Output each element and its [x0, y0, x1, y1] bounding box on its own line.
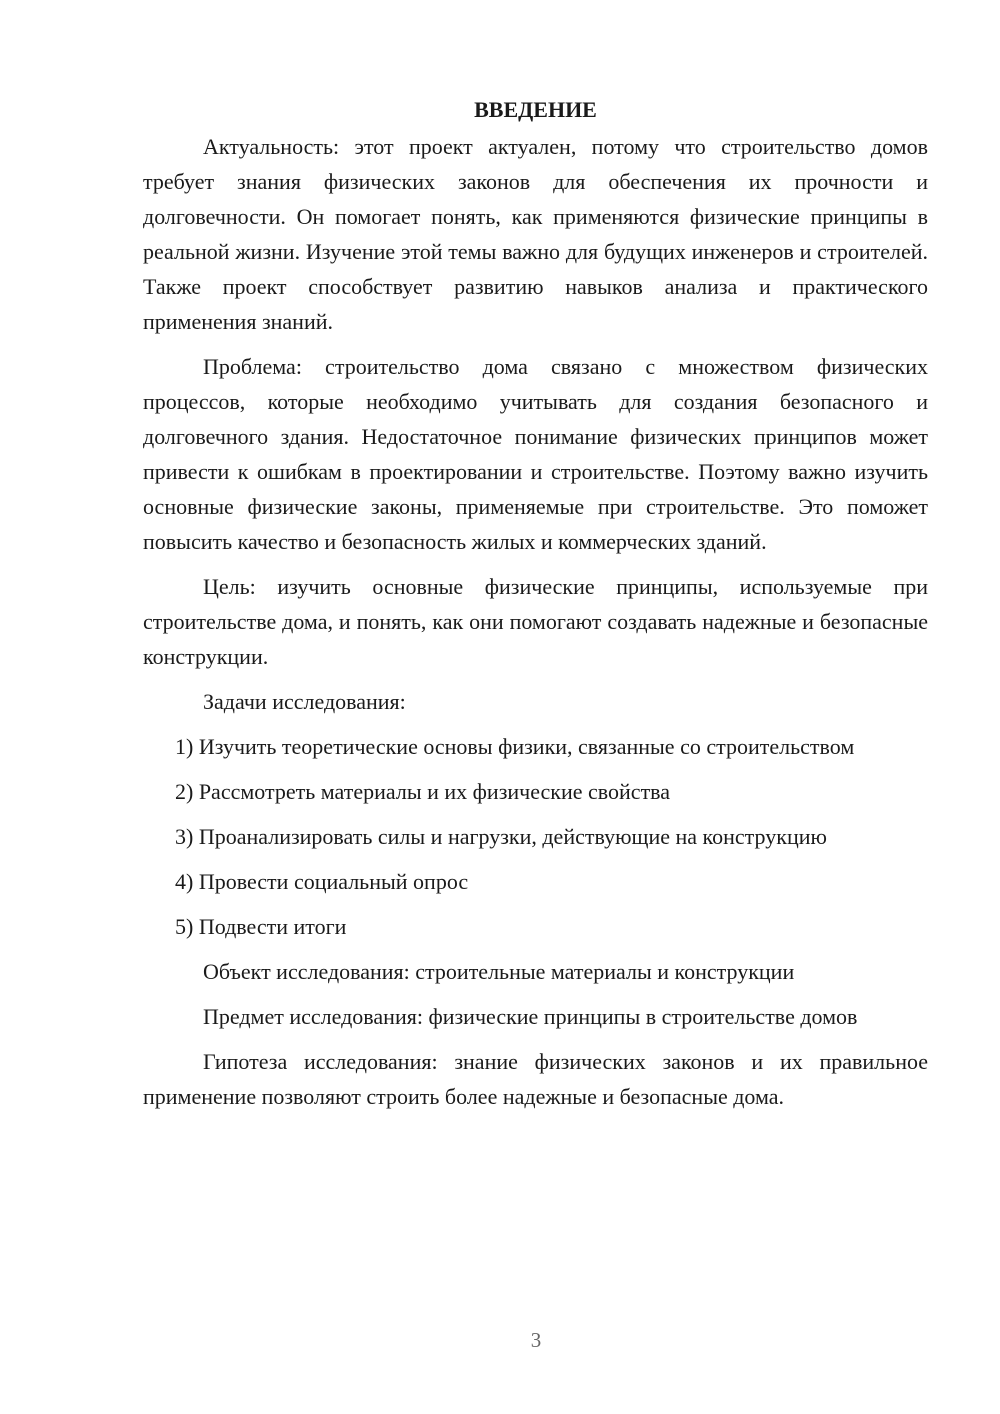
problem-paragraph: Проблема: строительство дома связано с множеством физических процессов, которые необходимо учитывать для создания безопасного и долговечного здания. Недостаточное понимание физических принципов может привести к ошибкам в проектировании и строительстве. Поэтому важно изучить основные физические законы, применяемые при строительстве. Это поможет повысить качество и безопасность жилых и коммерческих зданий.: [143, 354, 928, 554]
goal-paragraph: Цель: изучить основные физические принципы, используемые при строительстве дома, и понять, как они помогают создавать надежные и безопасные конструкции.: [143, 574, 928, 669]
task-item-1: 1) Изучить теоретические основы физики, связанные со строительством: [175, 734, 855, 759]
task-item-5: 5) Подвести итоги: [175, 914, 347, 939]
task-item-4: 4) Провести социальный опрос: [175, 869, 469, 894]
page-number: 3: [530, 1328, 542, 1352]
task-item-3: 3) Проанализировать силы и нагрузки, действующие на конструкцию: [175, 824, 827, 849]
section-title: ВВЕДЕНИЕ: [474, 97, 597, 122]
object-paragraph: Объект исследования: строительные материалы и конструкции: [203, 959, 795, 984]
subject-paragraph: Предмет исследования: физические принципы в строительстве домов: [203, 1004, 858, 1029]
hypothesis-paragraph: Гипотеза исследования: знание физических законов и их правильное применение позволяют строить более надежные и безопасные дома.: [143, 1049, 928, 1109]
document-body: [143, 92, 928, 1124]
task-item-2: 2) Рассмотреть материалы и их физические свойства: [175, 779, 671, 804]
relevance-paragraph: Актуальность: этот проект актуален, потому что строительство домов требует знания физических законов для обеспечения их прочности и долговечности. Он помогает понять, как применяются физические принципы в реальной жизни. Изучение этой темы важно для будущих инженеров и строителей. Также проект способствует развитию навыков анализа и практического применения знаний.: [143, 134, 928, 334]
tasks-heading: Задачи исследования:: [203, 689, 406, 714]
